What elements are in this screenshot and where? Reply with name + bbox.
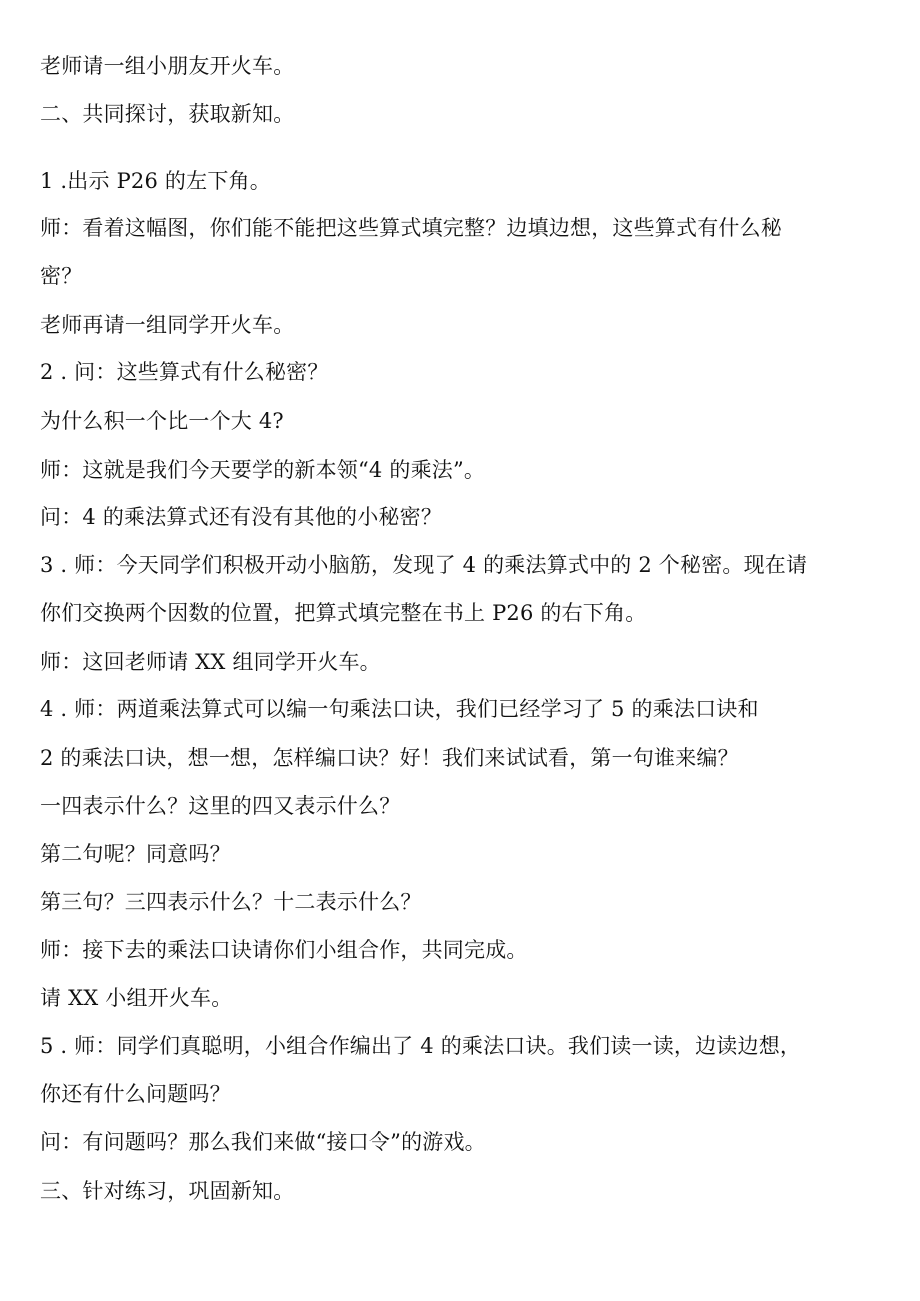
text-line: 密？ — [40, 264, 83, 288]
text-line: 师：这就是我们今天要学的新本领“4 的乘法”。 — [40, 458, 486, 482]
text-line: 老师再请一组同学开火车。 — [40, 313, 295, 337]
text-line: 2 的乘法口诀，想一想，怎样编口诀？好！我们来试试看，第一句谁来编？ — [40, 746, 739, 770]
section-heading: 二、共同探讨，获取新知。 — [40, 102, 295, 126]
text-line: 第二句呢？同意吗？ — [40, 842, 231, 866]
text-line: 你还有什么问题吗？ — [40, 1082, 231, 1106]
text-line: 问：4 的乘法算式还有没有其他的小秘密？ — [40, 505, 443, 529]
text-line: 第三句？三四表示什么？十二表示什么？ — [40, 890, 422, 914]
text-line: 1 .出示 P26 的左下角。 — [40, 169, 271, 193]
text-line: 5 . 师：同学们真聪明，小组合作编出了 4 的乘法口诀。我们读一读，边读边想， — [40, 1034, 802, 1058]
text-line: 请 XX 小组开火车。 — [40, 986, 233, 1010]
text-line: 为什么积一个比一个大 4? — [40, 409, 284, 433]
text-line: 问：有问题吗？那么我们来做“接口令”的游戏。 — [40, 1130, 486, 1154]
text-line: 一四表示什么？这里的四又表示什么？ — [40, 794, 401, 818]
text-line: 老师请一组小朋友开火车。 — [40, 54, 295, 78]
text-line: 3 . 师：今天同学们积极开动小脑筋，发现了 4 的乘法算式中的 2 个秘密。现在请 — [40, 553, 808, 577]
text-line: 你们交换两个因数的位置，把算式填完整在书上 P26 的右下角。 — [40, 601, 647, 625]
text-line: 4 . 师：两道乘法算式可以编一句乘法口诀，我们已经学习了 5 的乘法口诀和 — [40, 697, 759, 721]
section-heading: 三、针对练习，巩固新知。 — [40, 1179, 295, 1203]
text-line: 师：接下去的乘法口诀请你们小组合作，共同完成。 — [40, 938, 528, 962]
text-line: 师：看着这幅图，你们能不能把这些算式填完整？边填边想，这些算式有什么秘 — [40, 216, 782, 240]
text-line: 师：这回老师请 XX 组同学开火车。 — [40, 650, 381, 674]
text-line: 2 . 问：这些算式有什么秘密？ — [40, 360, 329, 384]
